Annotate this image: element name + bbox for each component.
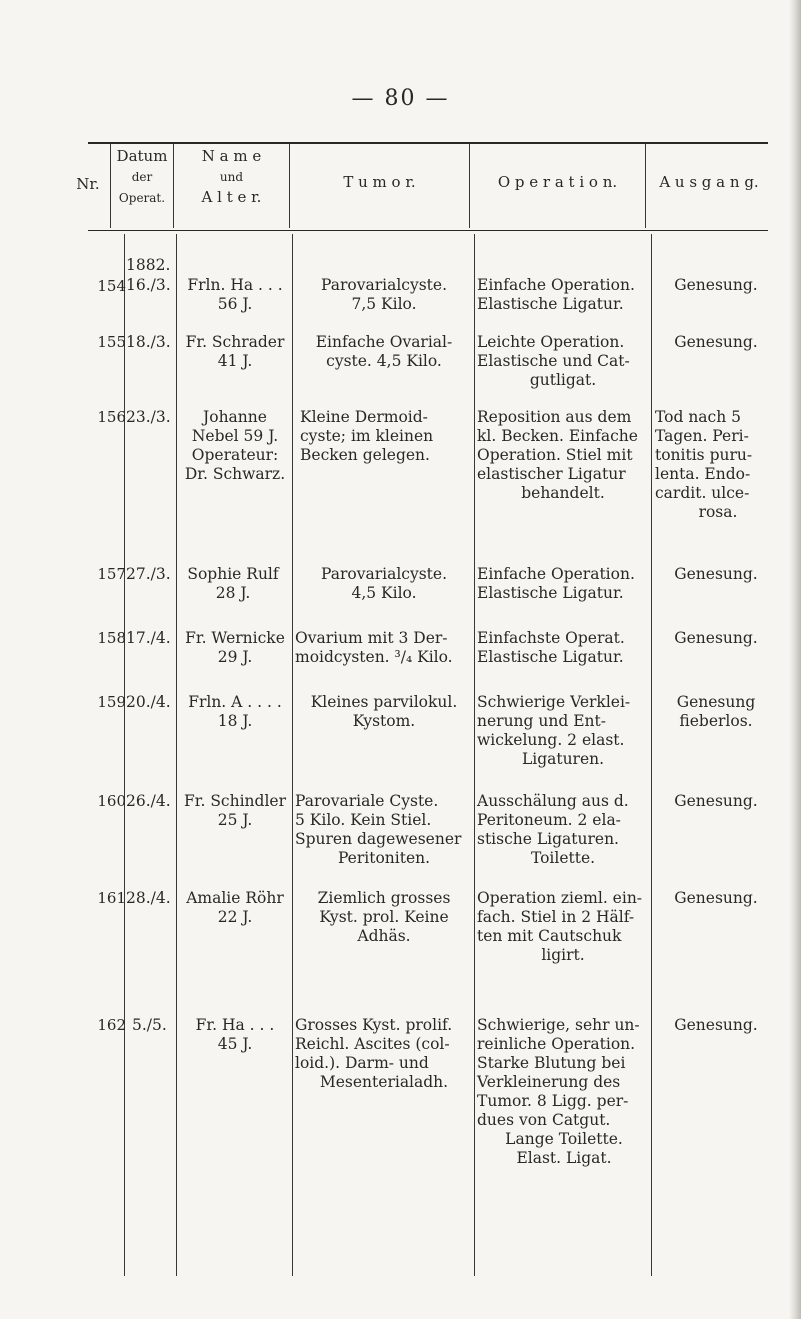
row-operation: Einfache Operation. Elastische Ligatur. [477, 565, 635, 602]
row-nr: 162 [97, 1016, 126, 1034]
row-ausgang: Genesung. [674, 276, 758, 294]
column-divider [124, 234, 125, 1276]
row-tumor: Ovarium mit 3 Der- moidcysten. ³/₄ Kilo. [295, 629, 453, 666]
column-divider [176, 234, 177, 1276]
header-name: N a m e und A l t e r. [201, 147, 262, 206]
row-nr: 156 [97, 408, 126, 426]
row-operation: Einfachste Operat. Elastische Ligatur. [477, 629, 625, 666]
row-name: Amalie Röhr 22 J. [186, 889, 284, 926]
row-name: Fr. Schindler 25 J. [184, 792, 286, 829]
column-divider [474, 234, 475, 1276]
row-ausgang: Genesung. [674, 333, 758, 351]
row-datum: 18./3. [126, 333, 171, 351]
page-edge-shadow [789, 0, 801, 1319]
header-divider [645, 144, 646, 228]
row-name: Frln. A . . . . 18 J. [188, 693, 282, 730]
column-divider [292, 234, 293, 1276]
header-tumor: T u m o r. [343, 173, 416, 191]
row-datum: 28./4. [126, 889, 171, 907]
header-ausgang: A u s g a n g. [659, 173, 759, 191]
table-top-rule [88, 142, 768, 144]
row-ausgang: Genesung. [674, 1016, 758, 1034]
row-datum: 23./3. [126, 408, 171, 426]
row-name: Fr. Wernicke 29 J. [185, 629, 285, 666]
row-tumor: Grosses Kyst. prolif. Reichl. Ascites (col- loid.). Darm- und Mesenterialadh. [295, 1016, 453, 1091]
row-tumor: Einfache Ovarial- cyste. 4,5 Kilo. [315, 333, 453, 370]
row-nr: 160 [97, 792, 126, 810]
row-tumor: Kleines parvilokul. Kystom. [310, 693, 458, 730]
row-name: Johanne Nebel 59 J. Operateur: Dr. Schwarz. [184, 408, 286, 483]
header-divider [173, 144, 174, 228]
row-name: Sophie Rulf 28 J. [187, 565, 279, 602]
row-operation: Reposition aus dem kl. Becken. Einfache Operation. Stiel mit elastischer Ligatur behandelt. [477, 408, 638, 502]
row-operation: Operation zieml. ein- fach. Stiel in 2 Hälf- ten mit Cautschuk ligirt. [477, 889, 643, 964]
row-tumor: Parovarialcyste. 7,5 Kilo. [321, 276, 447, 313]
row-tumor: Kleine Dermoid- cyste; im kleinen Becken gelegen. [300, 408, 434, 464]
row-nr: 154 [97, 277, 126, 295]
row-ausgang: Genesung. [674, 565, 758, 583]
row-name: Fr. Ha . . . 45 J. [195, 1016, 275, 1053]
row-nr: 155 [97, 333, 126, 351]
row-nr: 159 [97, 693, 126, 711]
row-tumor: Ziemlich grosses Kyst. prol. Keine Adhäs. [317, 889, 451, 945]
header-nr: Nr. [76, 175, 100, 193]
header-operation: O p e r a t i o n. [497, 173, 618, 191]
row-tumor: Parovarialcyste. 4,5 Kilo. [321, 565, 447, 602]
row-nr: 158 [97, 629, 126, 647]
header-bottom-rule [88, 230, 768, 231]
row-operation: Ausschälung aus d. Peritoneum. 2 ela- stische Ligaturen. Toilette. [477, 792, 629, 867]
row-name: Frln. Ha . . . 56 J. [187, 276, 283, 313]
row-nr: 157 [97, 565, 126, 583]
row-operation: Einfache Operation. Elastische Ligatur. [477, 276, 635, 313]
row-tumor: Parovariale Cyste. 5 Kilo. Kein Stiel. Spuren dagewesener Peritoniten. [295, 792, 462, 867]
row-datum: 20./4. [126, 693, 171, 711]
row-name: Fr. Schrader 41 J. [185, 333, 285, 370]
row-operation: Schwierige, sehr un- reinliche Operation. Starke Blutung bei Verkleinerung des Tumor. 8 Ligg. per- dues von Catgut. Lange Toilette. Elast. Ligat. [477, 1016, 640, 1167]
row-ausgang: Genesung. [674, 629, 758, 647]
row-ausgang: Tod nach 5 Tagen. Peri- tonitis puru- lenta. Endo- cardit. ulce- rosa. [655, 408, 753, 521]
row-datum: 5./5. [132, 1016, 167, 1034]
header-divider [289, 144, 290, 228]
row-datum: 27./3. [126, 565, 171, 583]
row-datum: 17./4. [126, 629, 171, 647]
row-nr: 161 [97, 889, 126, 907]
header-divider [110, 144, 111, 228]
row-ausgang: Genesung fieberlos. [676, 693, 756, 730]
column-divider [651, 234, 652, 1276]
row-datum: 26./4. [126, 792, 171, 810]
page-number: — 80 — [351, 86, 450, 111]
row-datum: 16./3. [126, 276, 171, 294]
row-operation: Schwierige Verklei- nerung und Ent- wickelung. 2 elast. Ligaturen. [477, 693, 631, 768]
row-ausgang: Genesung. [674, 889, 758, 907]
year-label: 1882. [126, 256, 171, 274]
header-divider [469, 144, 470, 228]
row-ausgang: Genesung. [674, 792, 758, 810]
header-datum: Datum der Operat. [116, 147, 168, 205]
row-operation: Leichte Operation. Elastische und Cat- gutligat. [477, 333, 630, 389]
